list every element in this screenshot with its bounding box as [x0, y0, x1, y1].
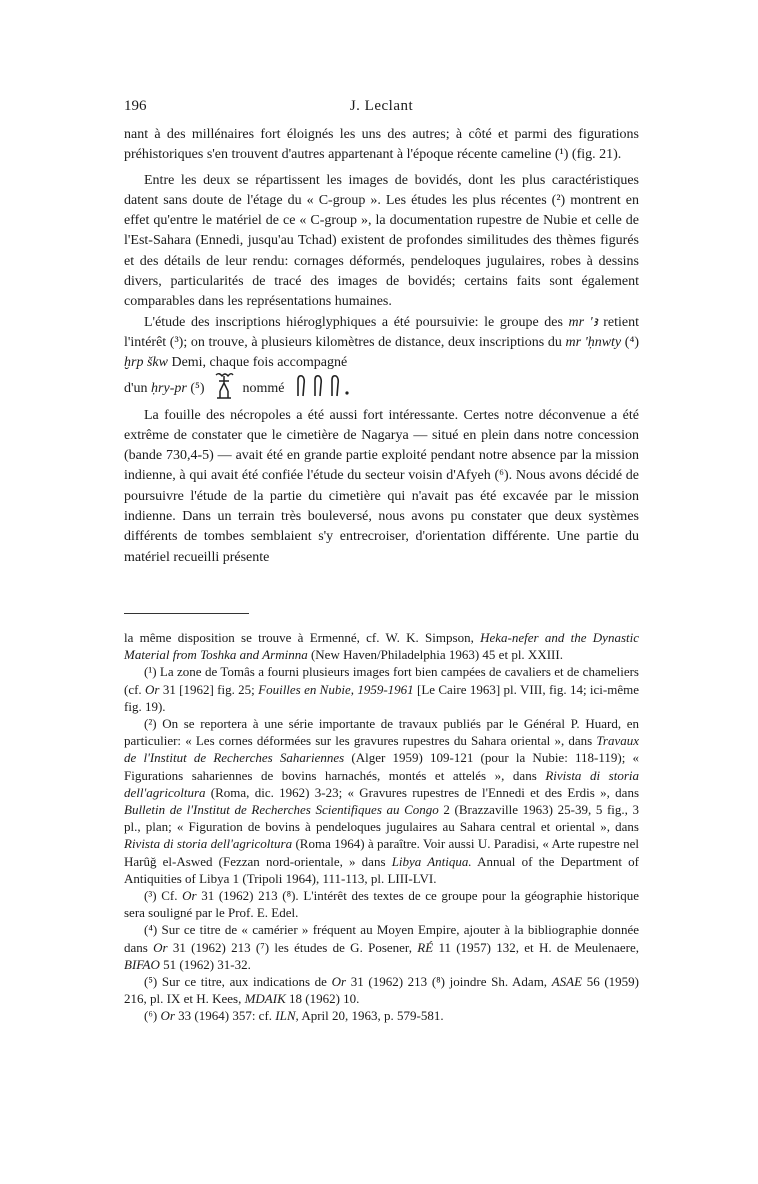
paragraph: L'étude des inscriptions hiéroglyphiques a été poursuivie: le groupe des mr 'ꜣ retient l'intérêt (³); on trouve, à plusieurs kilomètres de distance, deux inscriptions du mr 'ḥnwty (⁴) ḫrp škw Demi, chaque fois accompagné	[124, 314, 640, 371]
hieroglyph-reed-leaves-icon	[293, 372, 351, 407]
footnote-rule	[124, 613, 249, 614]
page-number: 196	[124, 98, 147, 114]
paragraph: nant à des millénaires fort éloignés les uns des autres; à côté et parmi des figurations préhistoriques s'en trouvent d'autres appartenant à l'époque récente cameline (¹) (fig. 21).	[124, 127, 639, 163]
running-author: J. Leclant	[349, 98, 414, 114]
running-header	[124, 98, 639, 120]
footnote: la même disposition se trouve à Ermenné, cf. W. K. Simpson, Heka-nefer and the Dynastic Material from Toshka and Arminna (New Haven/Philadelphia 1963) 45 et pl. XXIII.	[124, 630, 640, 663]
hieroglyph-line: d'un ḥry-pr (⁵) nommé	[124, 374, 639, 406]
main-text	[124, 125, 639, 568]
footnote: (³) Cf. Or 31 (1962) 213 (⁸). L'intérêt des textes de ce groupe pour la géographie historique sera souligné par le Prof. E. Edel.	[124, 888, 640, 921]
footnotes	[124, 629, 639, 1025]
footnote: (⁵) Sur ce titre, aux indications de Or 31 (1962) 213 (⁸) joindre Sh. Adam, ASAE 56 (1959) 216, pl. IX et H. Kees, MDAIK 18 (1962) 10.	[124, 974, 640, 1007]
footnote: (⁴) Sur ce titre de « camérier » fréquent au Moyen Empire, ajouter à la bibliographie donnée dans Or 31 (1962) 213 (⁷) les études de G. Posener, RÉ 11 (1957) 132, et H. de Meulenaere, BIFAO 51 (1962) 31-32.	[124, 922, 640, 972]
footnote: (²) On se reportera à une série importante de travaux publiés par le Général P. Huard, en particulier: « Les cornes déformées sur les gravures rupestres du Sahara oriental », dans Travaux de l'Institut de Recherches Sahariennes (Alger 1959) 109-121 (pour la Nubie: 118-119); « Figurations sahariennes de bovins harnachés, montés et attelés », dans Rivista di storia dell'agricoltura (Roma, dic. 1962) 3-23; « Gravures rupestres de l'Ennedi et des Erdis », dans Bulletin de l'Institut de Recherches Scientifiques au Congo 2 (Brazzaville 1963) 25-39, 5 fig., 3 pl., plan; « Figuration de bovins à pendeloques jugulaires au Sahara central et oriental », dans Rivista di storia dell'agricoltura (Roma 1964) à paraître. Voir aussi U. Paradisi, « Arte rupestre nel Harûǧ el-Aswed (Fezzan nord-orientale, » dans Libya Antiqua. Annual of the Department of Antiquities of Libya 1 (Tripoli 1964), 111-113, pl. LIII-LVI.	[124, 716, 640, 886]
footnote: (⁶) Or 33 (1964) 357: cf. ILN, April 20, 1963, p. 579-581.	[144, 1008, 444, 1024]
paragraph: Entre les deux se répartissent les images de bovidés, dont les plus caractéristiques datent sans doute de l'étage du « C-group ». Les études les plus récentes (²) montrent en effet qu'entre le matériel de ce « C-group », la documentation rupestre de Nubie et celle de l'Est-Sahara (Ennedi, jusqu'au Tchad) existent de profondes similitudes des thèmes figurés et des détails de leur rendu: cornages déformés, pendeloques jugulaires, robes à dessins divers, particularités de tracé des images de bovidés; certains faits sont également comparables dans les représentations humaines.	[124, 172, 639, 310]
footnote: (¹) La zone de Tomâs a fourni plusieurs images fort bien campées de cavaliers et de chameliers (cf. Or 31 [1962] fig. 25; Fouilles en Nubie, 1959-1961 [Le Caire 1963] pl. VIII, fig. 14; ici-même fig. 19).	[124, 664, 640, 714]
paragraph: La fouille des nécropoles a été aussi fort intéressante. Certes notre déconvenue a été extrême de constater que le cimetière de Nagarya — situé en plein dans notre concession (bande 730,4-5) — avait été en grande partie exploité pendant notre absence par la mission indienne, à qui avait été confiée l'étude du secteur voisin d'Afyeh (⁶). Nous avons décidé de poursuivre l'étude de la partie du cimetière qui n'avait pas été excavée par le mission indienne. Dans un terrain très bouleversé, nous avons pu constater que deux systèmes différents de tombes semblaient s'y entrecroiser, d'orientation différente. Une partie du matériel recueilli présente	[124, 407, 639, 565]
hieroglyph-seated-figure-icon	[213, 371, 235, 408]
